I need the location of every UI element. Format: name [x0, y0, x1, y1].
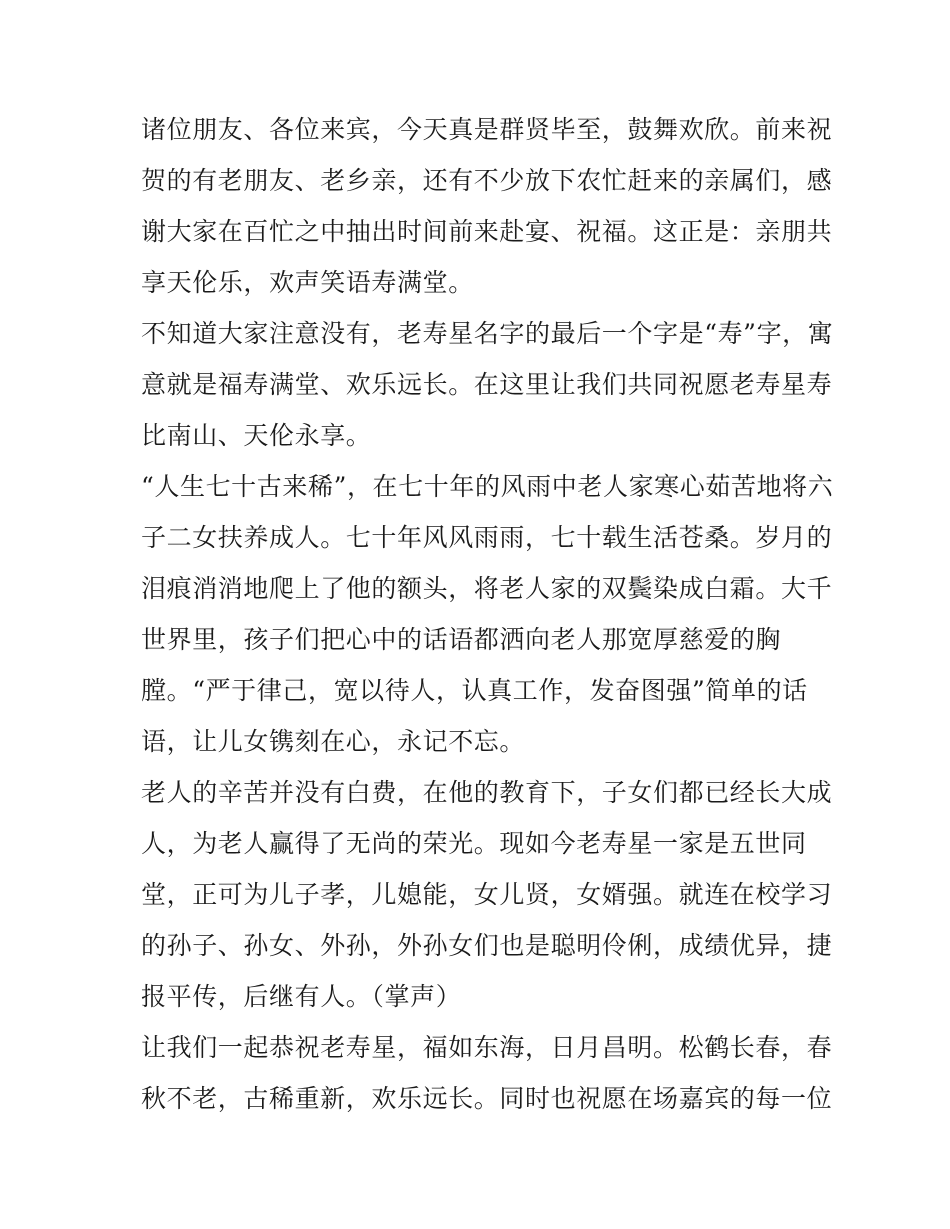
text-line: “人生七十古来稀”，在七十年的风雨中老人家寒心茹苦地将六 [141, 472, 834, 501]
text-line: 意就是福寿满堂、欢乐远长。在这里让我们共同祝愿老寿星寿 [141, 370, 833, 399]
text-line: 让我们一起恭祝老寿星，福如东海，日月昌明。松鹤长春，春 [141, 1033, 833, 1062]
text-line: 人，为老人赢得了无尚的荣光。现如今老寿星一家是五世同 [141, 829, 807, 858]
text-line: 比南山、天伦永享。 [141, 421, 372, 450]
text-line: 谢大家在百忙之中抽出时间前来赴宴、祝福。这正是：亲朋共 [141, 217, 833, 246]
text-line: 语，让儿女镌刻在心，永记不忘。 [141, 727, 526, 756]
text-line: 子二女扶养成人。七十年风风雨雨，七十载生活苍桑。岁月的 [141, 523, 833, 552]
text-line: 贺的有老朋友、老乡亲，还有不少放下农忙赶来的亲属们，感 [141, 166, 833, 195]
text-line: 报平传，后继有人。（掌声） [141, 982, 462, 1011]
text-line: 诸位朋友、各位来宾，今天真是群贤毕至，鼓舞欢欣。前来祝 [141, 115, 833, 144]
text-line: 泪痕消消地爬上了他的额头，将老人家的双鬓染成白霜。大千 [141, 574, 833, 603]
text-line: 不知道大家注意没有，老寿星名字的最后一个字是“寿”字，寓 [141, 319, 834, 348]
text-line: 老人的辛苦并没有白费，在他的教育下，子女们都已经长大成 [141, 778, 833, 807]
text-line: 世界里，孩子们把心中的话语都洒向老人那宽厚慈爱的胸 [141, 625, 782, 654]
text-line: 堂，正可为儿子孝，儿媳能，女儿贤，女婿强。就连在校学习 [141, 880, 833, 909]
text-line: 秋不老，古稀重新，欢乐远长。同时也祝愿在场嘉宾的每一位 [141, 1084, 833, 1113]
text-line: 享天伦乐，欢声笑语寿满堂。 [141, 268, 474, 297]
text-line: 膛。“严于律己，宽以待人，认真工作，发奋图强”简单的话 [141, 676, 808, 705]
text-line: 的孙子、孙女、外孙，外孙女们也是聪明伶俐，成绩优异，捷 [141, 931, 833, 960]
document-body [141, 104, 834, 1124]
